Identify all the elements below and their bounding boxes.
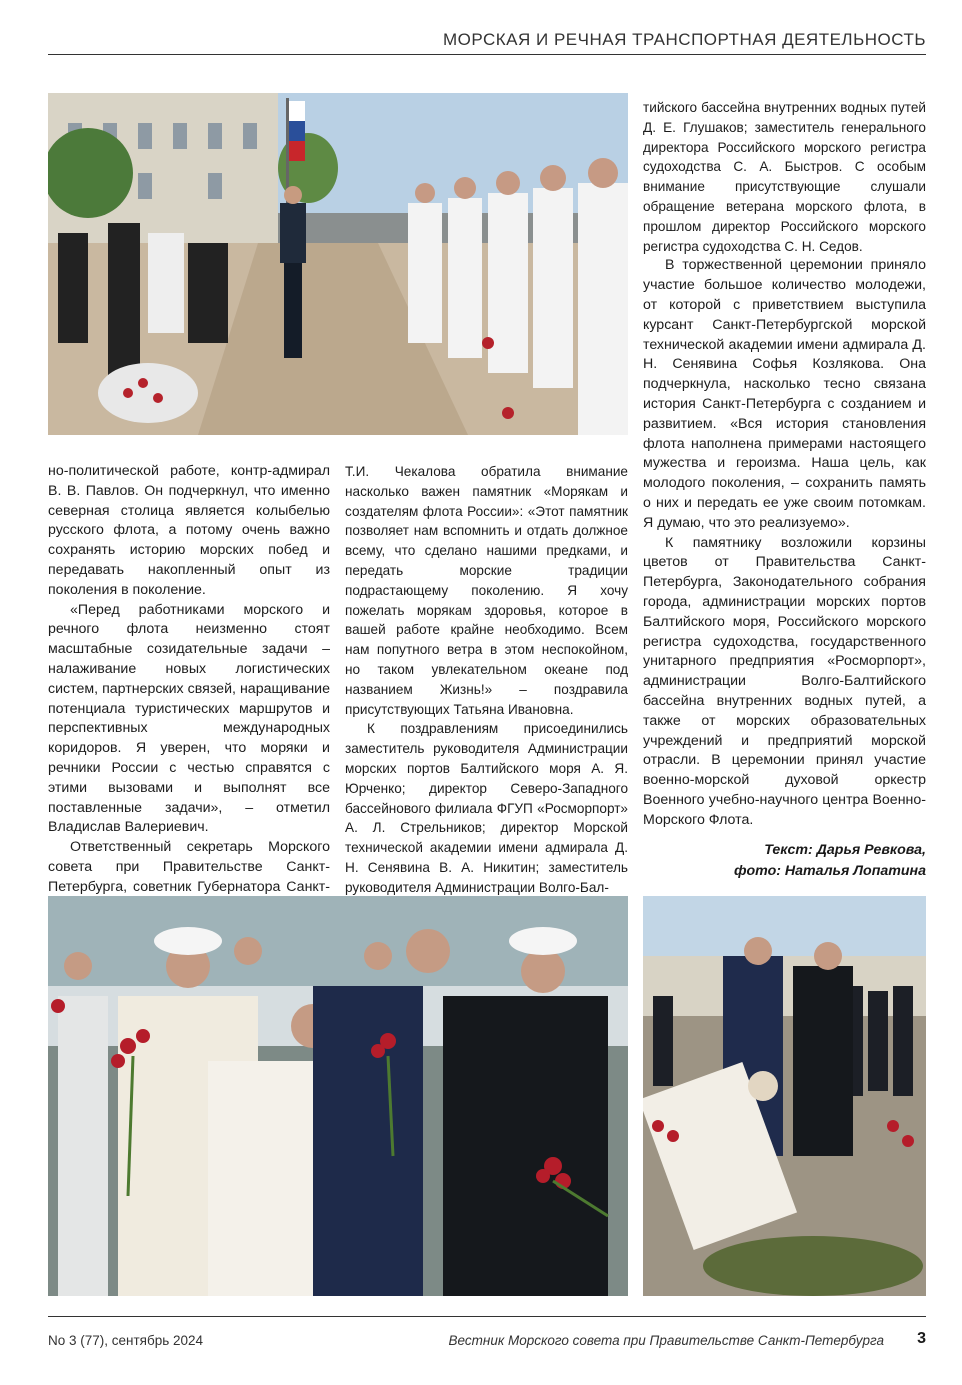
credits-photo-author: фото: Наталья Лопатина (733, 863, 926, 879)
column-a (48, 462, 330, 917)
column-b (345, 462, 628, 898)
column-c (643, 98, 926, 830)
photo-officials (48, 896, 628, 1296)
footer-divider (48, 1316, 926, 1317)
credits (734, 840, 926, 882)
column-c-paragraph-1: тийского бассейна внутренних водных путей Д. Е. Глушаков; заместитель генерального директора Российского морского регистра судоходства С. А. Быстров. С особым внимание присутствующие слушали обращение ветерана морского флота, в прошлом директор Российского морского регистра судоходства С. Н. Седов. (643, 100, 926, 254)
column-b-paragraph-1: Т.И. Чекалова обратила внимание насколько важен памятник «Морякам и создателям флота России»: «Этот памятник позволяет нам вспомнить и отдать должное всему, что сделано нашими предками, и передать морские традиции подрастающему поколению. Я хочу пожелать морякам здоровья, которое в вашей работе крайне необходимо. Всем нам попутного ветра в этом неспокойном, но таком увлекательном океане под названием Жизнь!» – поздравила присутствующих Татьяна Ивановна. (345, 464, 628, 717)
column-c-paragraph-3: К памятнику возложили корзины цветов от Правительства Санкт-Петербурга, Законодательного собрания города, администрации морских портов Балтийского моря, Российского морского регистра судоходства, государственного унитарного предприятия «Росморпорт», администрации Волго-Балтийского бассейна внутренних водных путей, а также от морских образовательных учреждений и предприятий морской отрасли. В церемонии принял участие военно-морской духовой оркестр Военного учебно-научного центра Военно-Морского Флота. (643, 534, 926, 828)
credits-text-author: Текст: Дарья Ревкова, (764, 842, 926, 858)
column-a-paragraph-3: Ответственный секретарь Морского совета при Правительстве Санкт-Петербурга, советник Губернатора Санкт- (48, 839, 330, 895)
section-title: МОРСКАЯ И РЕЧНАЯ ТРАНСПОРТНАЯ ДЕЯТЕЛЬНОСТЬ (442, 30, 926, 49)
column-a-paragraph-2: «Перед работниками морского и речного флота неизменно стоят масштабные созидательные задачи – налаживание новых логистических систем, партнерских связей, наращивание потенциала туристических маршрутов и перспективных международных коридоров. Я уверен, что моряки и речники России с честью справятся с этими вызовами и выполнят все поставленные задачи», – отметил Владислав Валериевич. (48, 601, 330, 836)
column-b-paragraph-2: К поздравлениям присоединились заместитель руководителя Администрации морских портов Балтийского моря А. Я. Юрченко; директор Северо-Западного бассейнового филиала ФГУП «Росморпорт» А. Л. Стрельников; директор Морской технической академии имени адмирала Д. Н. Сенявина В. А. Никитин; заместитель руководителя Администрации Волго-Бал- (345, 721, 628, 895)
photo-parade (48, 93, 628, 435)
column-a-paragraph-1: но-политической работе, контр-адмирал В. В. Павлов. Он подчеркнул, что именно северная столица является колыбелью русского флота, а потому очень важно сохранять историю морских побед и передавать накопленный опыт из поколения в поколение. (48, 463, 330, 598)
column-c-paragraph-2: В торжественной церемонии приняло участие большое количество молодежи, от которой с приветствием выступила курсант Санкт-Петербургской морской технической академии имени адмирала Д. Н. Сенявина Софья Козлякова. Она подчеркнула, насколько тесно связана история Санкт-Петербурга с созданием и развитием. «Вся история становления флота наполнена примерами настоящего мужества и героизма. Наша цель, как молодого поколения, – сохранить память о них и передать ее уже своим потомкам. Я думаю, что это реализуемо». (643, 257, 926, 531)
issue-info: No 3 (77), сентябрь 2024 (48, 1333, 204, 1348)
page-number: 3 (917, 1330, 926, 1347)
header-divider (48, 54, 926, 55)
publication-name: Вестник Морского совета при Правительстве Санкт-Петербурга (448, 1333, 884, 1348)
photo-laying-flowers (643, 896, 926, 1296)
